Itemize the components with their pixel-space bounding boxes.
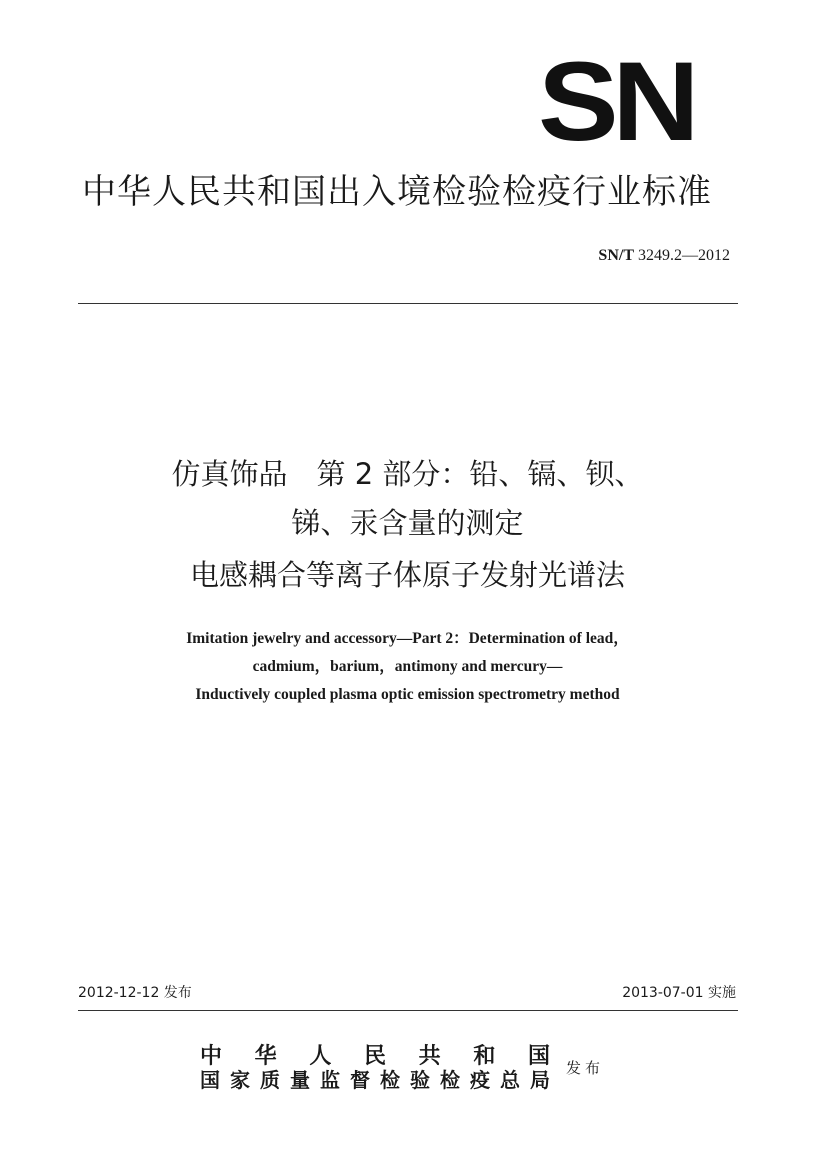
english-title-line-1: Imitation jewelry and accessory—Part 2：Determination of lead， [186, 630, 629, 647]
standard-code-number: 3249.2—2012 [638, 247, 730, 264]
english-title-line-3: Inductively coupled plasma optic emission spectrometry method [195, 686, 620, 703]
footer-divider [78, 1010, 738, 1011]
standard-category-title: 中华人民共和国出入境检验检疫行业标准 [82, 172, 712, 212]
sn-logo: SN [538, 39, 694, 164]
standard-code-prefix: SN/T [598, 247, 634, 264]
chinese-title-line-2: 锑、汞含量的测定 [291, 506, 524, 540]
issuer-agency: 国家质量监督检验检疫总局 [200, 1068, 550, 1092]
chinese-title-line-1: 仿真饰品 第 2 部分：铅、镉、钡、 [171, 457, 644, 491]
chinese-title-line-3: 电感耦合等离子体原子发射光谱法 [189, 558, 625, 592]
effective-date: 2013-07-01 实施 [622, 985, 736, 1001]
issuing-authority [200, 1044, 550, 1092]
issue-label: 发布 [566, 1059, 605, 1077]
english-title-line-2: cadmium，barium，antimony and mercury— [252, 658, 563, 675]
standard-code [540, 246, 730, 266]
header-divider [78, 303, 738, 304]
issuer-country: 中 华 人 民 共 和 国 [200, 1043, 550, 1069]
issue-date: 2012-12-12 发布 [78, 985, 192, 1001]
